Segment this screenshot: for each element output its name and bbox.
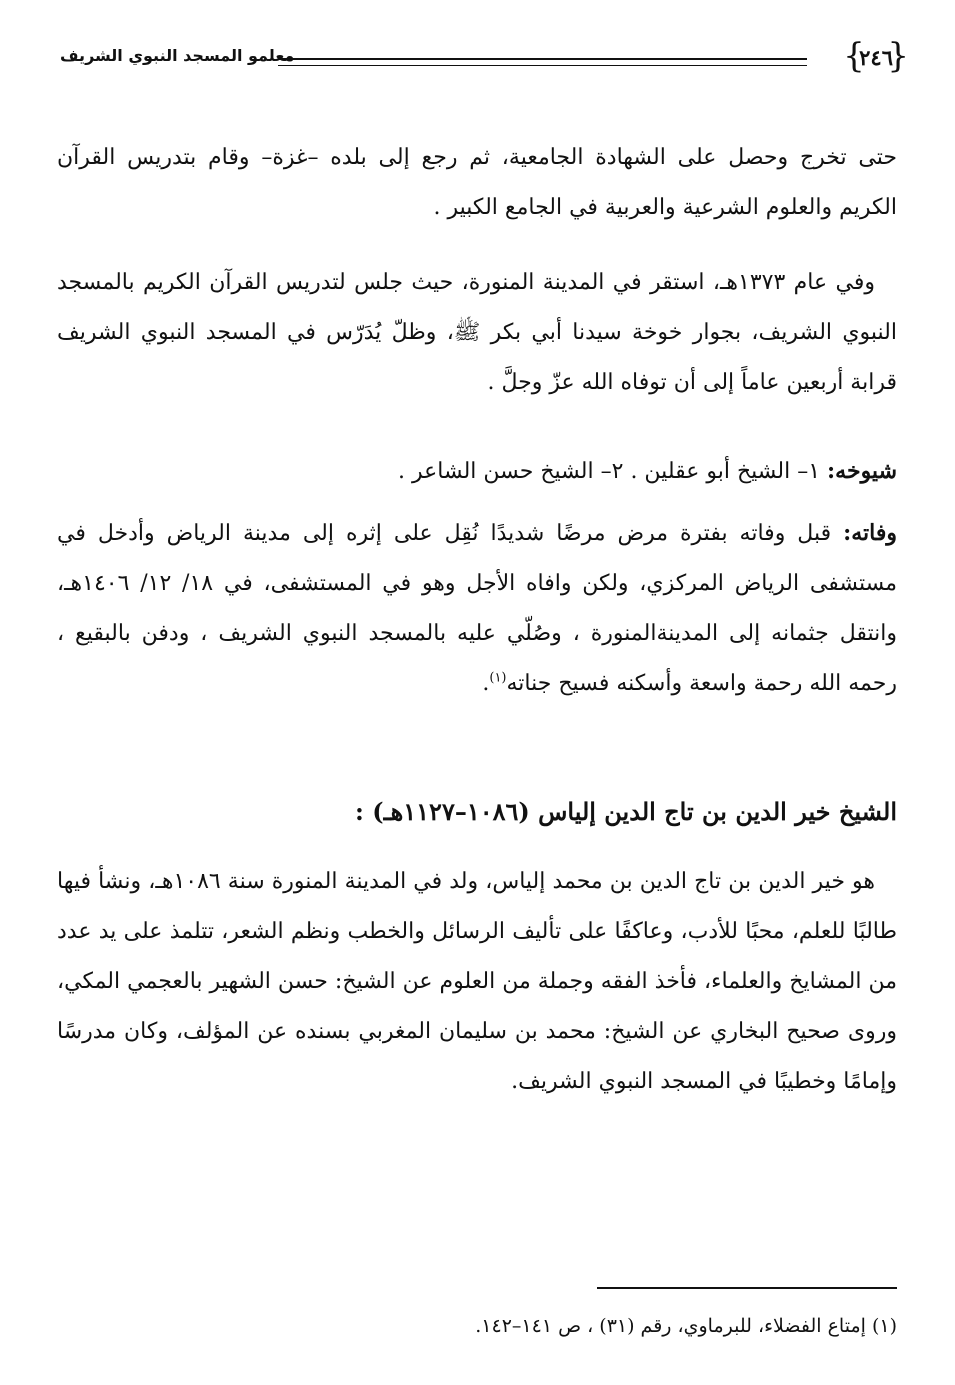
paragraph-year-1373: وفي عام ١٣٧٣هـ، استقر في المدينة المنورة، حيث جلس لتدريس القرآن الكريم بالمسجد النبوي الشريف، بجوار خوخة سيدنا أبي بكر ﷺ، وظلّ يُدَرّس في المسجد النبوي الشريف قرابة أربعين عاماً إلى أن توفاه الله عزّ وجلَّ . (57, 270, 897, 395)
paragraph-gaza: حتى تخرج وحصل على الشهادة الجامعية، ثم رجع إلى بلده –غزة– وقام بتدريس القرآن الكريم والعلوم الشرعية والعربية في الجامع الكبير . (57, 145, 897, 220)
running-header (60, 38, 905, 82)
page-number: { ٢٤٦ } (847, 38, 905, 78)
header-rule (278, 58, 807, 66)
paragraph-death (57, 508, 897, 709)
teachers-text: ١– الشيخ أبو عقلين . ٢– الشيخ حسن الشاعر . (397, 459, 828, 484)
paragraph-teachers (57, 446, 897, 497)
footnote-reference[interactable]: (١) (489, 670, 507, 686)
paragraph-biography: هو خير الدين بن تاج الدين بن محمد إلياس، ولد في المدينة المنورة سنة ١٠٨٦هـ، ونشأ فيها طالبًا للعلم، محبًا للأدب، وعاكفًا على تأليف الرسائل والخطب ونظم الشعر، تتلمذ على يد عدد من المشايخ والعلماء، فأخذ الفقه وجملة من العلوم عن الشيخ: حسن الشهير بالعجمي المكي، وروى صحيح البخاري عن الشيخ: محمد بن سليمان المغربي بسنده عن المؤلف، وكان مدرسًا وإمامًا وخطيبًا في المسجد النبوي الشريف. (57, 869, 897, 1094)
book-title: معلمو المسجد النبوي الشريف (60, 46, 295, 65)
death-text: قبل وفاته بفترة مرض مرضًا شديدًا نُقِل على إثره إلى مدينة الرياض وأدخل في مستشفى الرياض المركزي، ولكن وافاه الأجل وهو في المستشفى، في ١٨/ ١٢/ ١٤٠٦هـ، وانتقل جثمانه إلى المدينةالمنورة ، وصُلّي عليه بالمسجد النبوي الشريف ، ودفن بالبقيع ، رحمه الله رحمة واسعة وأسكنه فسيح جناته (57, 521, 897, 696)
section-title: الشيخ خير الدين بن تاج الدين إلياس (١٠٨٦–١١٢٧هـ) : (355, 797, 897, 826)
footnote-separator (597, 1287, 897, 1289)
death-label: وفاته: (843, 520, 897, 546)
teachers-label: شيوخه: (827, 458, 897, 484)
death-end: . (482, 671, 490, 696)
footnote-1: (١) إمتاع الفضلاء، للبرماوي، رقم (٣١) ، ص ١٤١–١٤٢. (475, 1315, 897, 1337)
